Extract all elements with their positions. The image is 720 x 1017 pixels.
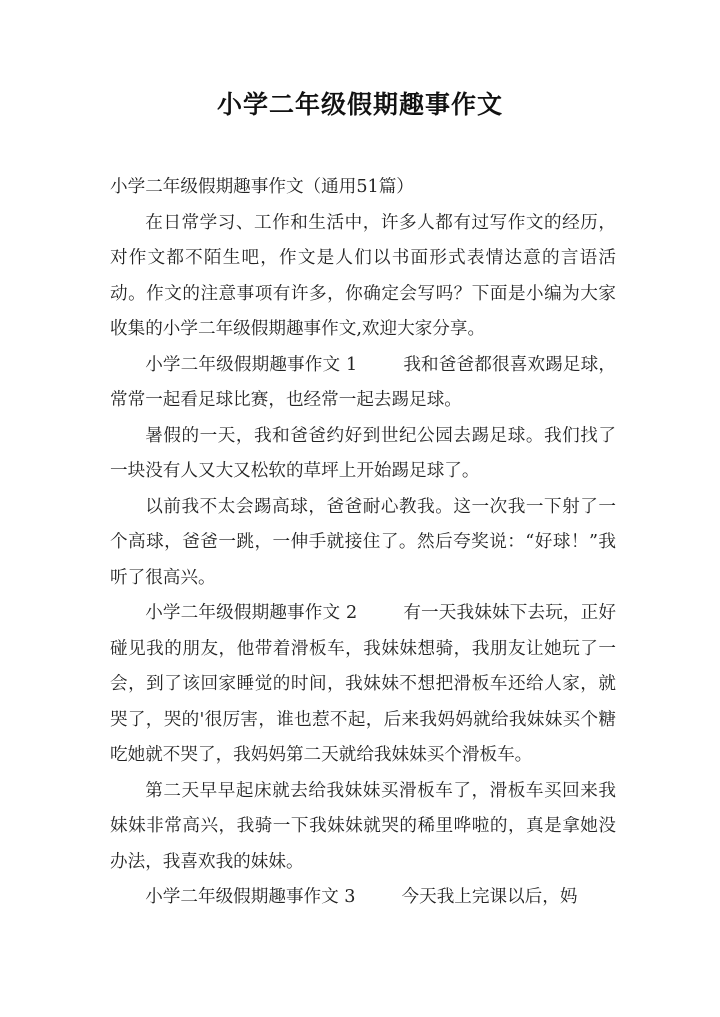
essay-heading: 小学二年级假期趣事作文 1 — [145, 354, 358, 375]
document-title: 小学二年级假期趣事作文 — [216, 90, 503, 119]
essay-heading: 小学二年级假期趣事作文 3 — [145, 887, 356, 907]
paragraph-text: 有一天我妹妹下去玩，正好碰见我的朋友，他带着滑板车，我妹妹想骑，我朋友让她玩了一会，到了该回家睡觉的时间，我妹妹不想把滑板车还给人家，就哭了，哭的'很厉害，谁也惹不起，后来我妈妈就给我妹妹买个糖吃她就不哭了，我妈妈第二天就给我妹妹买个滑板车。 — [110, 603, 616, 765]
essay-heading: 小学二年级假期趣事作文 2 — [145, 603, 358, 623]
paragraph — [110, 206, 616, 348]
paragraph — [110, 880, 616, 916]
paragraph-text: 第二天早早起床就去给我妹妹买滑板车了，滑板车买回来我妹妹非常高兴，我骑一下我妹妹就哭的稀里哗啦的，真是拿她没办法，我喜欢我的妹妹。 — [110, 780, 616, 872]
paragraph-text: 暑假的一天，我和爸爸约好到世纪公园去踢足球。我们找了一块没有人又大又松软的草坪上开始踢足球了。 — [110, 425, 616, 481]
paragraph — [110, 596, 616, 774]
paragraph-text: 我和爸爸都很喜欢踢足球，常常一起看足球比赛，也经常一起去踢足球。 — [110, 354, 616, 410]
paragraph-text: 今天我上完课以后，妈 — [401, 887, 578, 907]
document-body — [110, 170, 616, 916]
paragraph-text: 以前我不太会踢高球，爸爸耐心教我。这一次我一下射了一个高球，爸爸一跳，一伸手就接住了。然后夸奖说：“好球！”我听了很高兴。 — [110, 496, 616, 588]
paragraph — [110, 774, 616, 881]
document-subtitle: 小学二年级假期趣事作文（通用51篇） — [110, 177, 414, 197]
paragraph-text: 在日常学习、工作和生活中，许多人都有过写作文的经历，对作文都不陌生吧，作文是人们以书面形式表情达意的言语活动。作文的注意事项有许多，你确定会写吗？下面是小编为大家收集的小学二年级假期趣事作文,欢迎大家分享。 — [110, 212, 616, 339]
paragraph — [110, 490, 616, 597]
paragraph — [110, 348, 616, 419]
paragraph — [110, 419, 616, 490]
